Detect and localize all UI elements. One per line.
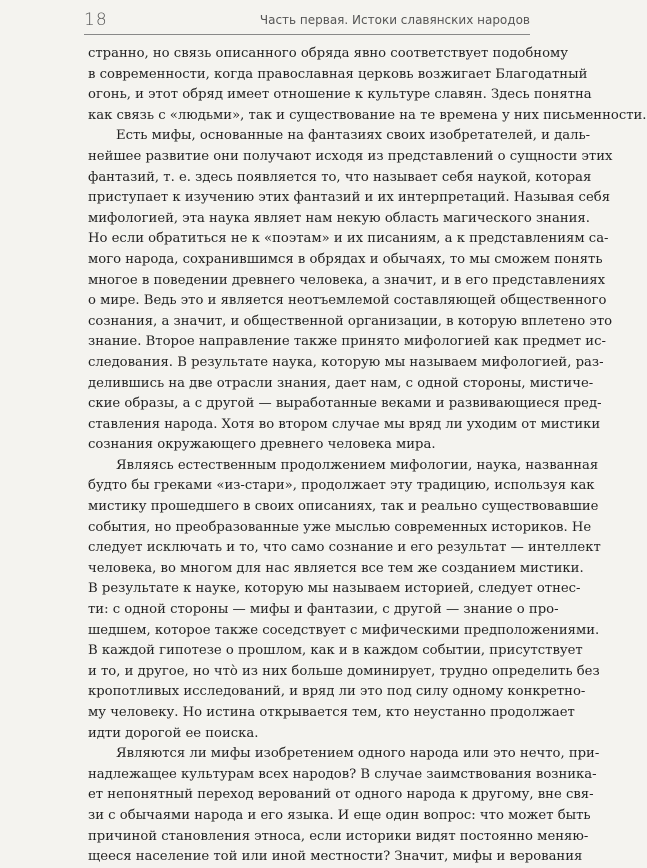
- text-line: следует исключать и то, что само сознание и его результат — интеллект: [88, 540, 601, 556]
- text-line: причиной становления этноса, если историки видят постоянно меняю-: [88, 828, 589, 844]
- text-line: следования. В результате наука, которую мы называем мифологией, раз-: [88, 354, 604, 370]
- text-line: шедшем, которое также соседствует с мифическими предположениями.: [88, 622, 600, 638]
- text-line: будто бы греками «из-стари», продолжает эту традицию, используя как: [88, 478, 595, 494]
- text-line: знание. Второе направление также принято мифологией как предмет ис-: [88, 334, 606, 350]
- text-line: мистику прошедшего в своих описаниях, так и реально существовавшие: [88, 499, 599, 515]
- text-line: сознания, а значит, и общественной организации, в которую вплетено это: [88, 313, 613, 329]
- text-line: сознания окружающего древнего человека мира.: [88, 437, 436, 453]
- text-line: кропотливых исследований, и вряд ли это под силу одному конкретно-: [88, 684, 586, 700]
- paragraph: [88, 126, 613, 456]
- text-line: многое в поведении древнего человека, а значит, и в его представлениях: [88, 272, 606, 288]
- text-line: и то, и другое, но что̀ из них больше доминирует, трудно определить без: [88, 663, 600, 679]
- body-text: [88, 44, 647, 868]
- paragraph: [88, 44, 647, 126]
- text-line: ставления народа. Хотя во втором случае мы вряд ли уходим от мистики: [88, 416, 601, 432]
- text-line: мого народа, сохранившимся в обрядах и обычаях, то мы сможем понять: [88, 251, 603, 267]
- text-line: му человеку. Но истина открывается тем, кто неустанно продолжает: [88, 705, 575, 720]
- text-line: события, но преобразованные уже мыслью современных историков. Не: [88, 519, 592, 535]
- text-line: Но если обратиться не к «поэтам» и их писаниям, а к представлениям са-: [88, 231, 609, 247]
- text-line: мифологией, эта наука являет нам некую область магического знания.: [88, 210, 590, 226]
- text-line: в современности, когда православная церковь возжигает Благодатный: [88, 66, 588, 82]
- paragraph: [88, 456, 601, 744]
- text-line: щееся население той или иной местности? Значит, мифы и верования: [88, 849, 583, 865]
- text-line: идти дорогой ее поиска.: [88, 725, 259, 741]
- text-line: огонь, и этот обряд имеет отношение к культуре славян. Здесь понятна: [88, 87, 592, 103]
- text-line: человека, во многом для нас является все тем же созданием мистики.: [88, 560, 584, 576]
- text-line: зи с обычаями народа и его языка. И еще один вопрос: что может быть: [88, 807, 591, 823]
- text-line: ские образы, а с другой — выработанные веками и развивающиеся пред-: [88, 396, 602, 412]
- text-line: приступает к изучению этих фантазий и их интерпретаций. Называя себя: [88, 190, 611, 206]
- text-line: нейшее развитие они получают исходя из представлений о сущности этих: [88, 148, 613, 164]
- text-line: Являются ли мифы изобретением одного народа или это нечто, при-: [116, 746, 600, 762]
- text-line: ти: с одной стороны — мифы и фантазии, с другой — знание о про-: [88, 602, 559, 618]
- page-header: [84, 10, 530, 35]
- text-line: как связь с «людьми», так и существование на те времена у них письменности.: [88, 107, 647, 123]
- text-line: делившись на две отрасли знания, дает нам, с одной стороны, мистиче-: [88, 375, 594, 391]
- text-line: Являясь естественным продолжением мифологии, наука, названная: [116, 457, 599, 473]
- text-line: странно, но связь описанного обряда явно соответствует подобному: [88, 46, 569, 61]
- paragraph: [88, 744, 600, 868]
- text-line: В каждой гипотезе о прошлом, как и в каждом событии, присутствует: [88, 643, 583, 659]
- text-line: надлежащее культурам всех народов? В случае заимствования возника-: [88, 766, 597, 782]
- text-line: Есть мифы, основанные на фантазиях своих изобретателей, и даль-: [116, 128, 591, 144]
- text-line: о мире. Ведь это и является неотъемлемой составляющей общественного: [88, 293, 607, 309]
- text-line: ет непонятный переход верований от одного народа к другому, вне свя-: [88, 787, 594, 803]
- page-number: 18: [84, 10, 108, 30]
- text-line: В результате к науке, которую мы называем историей, следует отнес-: [88, 581, 581, 597]
- text-line: фантазий, т. е. здесь появляется то, что называет себя наукой, которая: [88, 169, 592, 185]
- running-title: Часть первая. Истоки славянских народов: [259, 13, 530, 27]
